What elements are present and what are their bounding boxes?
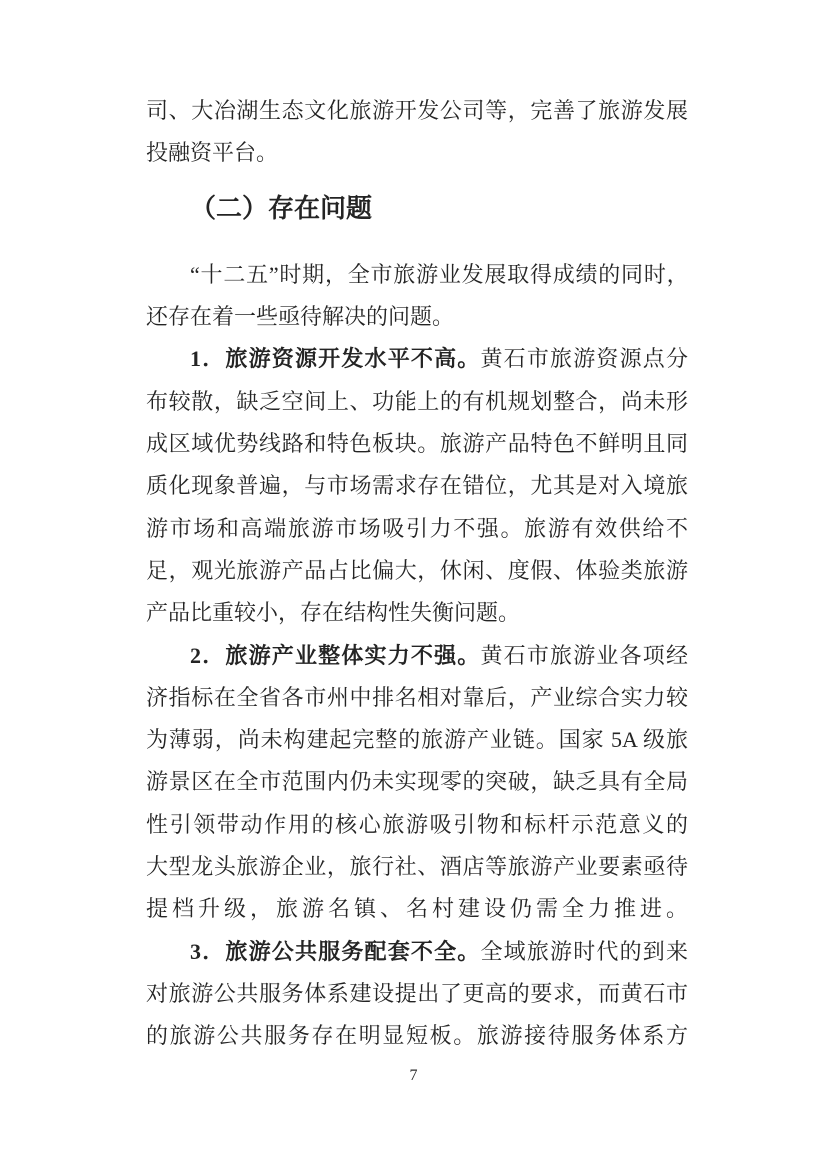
text-line: 足，观光旅游产品占比偏大，休闲、度假、体验类旅游 bbox=[146, 557, 688, 583]
item-lead: 1．旅游资源开发水平不高。 bbox=[190, 346, 481, 372]
item-lead: 2．旅游产业整体实力不强。 bbox=[190, 642, 481, 668]
text-line bbox=[146, 635, 688, 677]
intro-paragraph bbox=[146, 254, 688, 339]
page-number: 7 bbox=[409, 1067, 418, 1084]
text-line: 提档升级，旅游名镇、名村建设仍需全力推进。 bbox=[146, 896, 688, 922]
text-line: 成区域优势线路和特色板块。旅游产品特色不鲜明且同 bbox=[146, 431, 688, 457]
text-line: 大型龙头旅游企业，旅行社、酒店等旅游产业要素亟待 bbox=[146, 854, 688, 880]
text-line: 的旅游公共服务存在明显短板。旅游接待服务体系方 bbox=[146, 1023, 688, 1049]
text-line: 游市场和高端旅游市场吸引力不强。旅游有效供给不 bbox=[146, 515, 688, 541]
text-line: 还存在着一些亟待解决的问题。 bbox=[146, 304, 455, 330]
text-line: “十二五”时期，全市旅游业发展取得成绩的同时， bbox=[190, 261, 688, 287]
text-line: 对旅游公共服务体系建设提出了更高的要求，而黄石市 bbox=[146, 980, 688, 1006]
text-line: 性引领带动作用的核心旅游吸引物和标杆示范意义的 bbox=[146, 811, 688, 837]
carryover-paragraph bbox=[146, 90, 688, 175]
text-line: 游景区在全市范围内仍未实现零的突破，缺乏具有全局 bbox=[146, 769, 688, 795]
text-line: 为薄弱，尚未构建起完整的旅游产业链。国家 5A 级旅 bbox=[146, 727, 688, 753]
text-line: 投融资平台。 bbox=[146, 140, 279, 166]
issue-item-3 bbox=[146, 931, 688, 1058]
text-line: 布较散，缺乏空间上、功能上的有机规划整合，尚未形 bbox=[146, 388, 688, 414]
issue-item-2 bbox=[146, 635, 688, 931]
text-line bbox=[146, 931, 688, 973]
text-line: 司、大冶湖生态文化旅游开发公司等，完善了旅游发展 bbox=[146, 98, 688, 123]
text-line: 质化现象普遍，与市场需求存在错位，尤其是对入境旅 bbox=[146, 473, 688, 499]
item-body-start: 全域旅游时代的到来 bbox=[480, 938, 688, 964]
item-body-start: 黄石市旅游资源点分 bbox=[480, 346, 688, 372]
text-line: 济指标在全省各市州中排名相对靠后，产业综合实力较 bbox=[146, 684, 688, 710]
text-line: 产品比重较小，存在结构性失衡问题。 bbox=[146, 600, 521, 626]
text-line bbox=[146, 338, 688, 380]
issue-item-1 bbox=[146, 338, 688, 634]
item-lead: 3．旅游公共服务配套不全。 bbox=[190, 938, 481, 964]
text-column bbox=[146, 90, 688, 1058]
item-body-start: 黄石市旅游业各项经 bbox=[480, 642, 688, 668]
section-heading: （二）存在问题 bbox=[190, 193, 373, 223]
